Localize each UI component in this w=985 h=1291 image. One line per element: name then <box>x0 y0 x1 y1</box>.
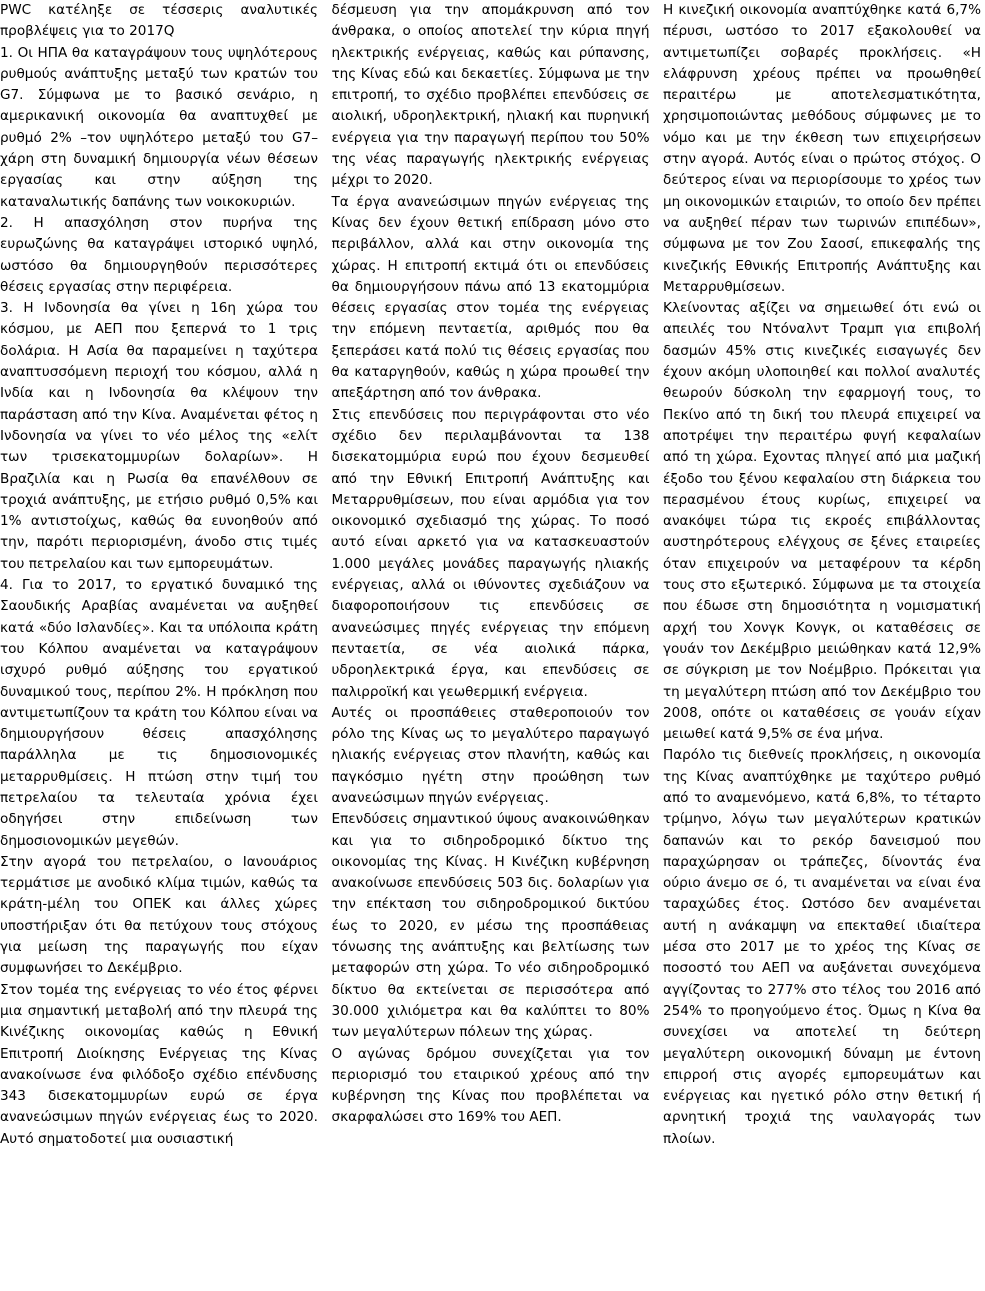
paragraph: 2. Η απασχόληση στον πυρήνα της ευρωζώνης θα καταγράψει ιστορικό υψηλό, ωστόσο θα δημιουργηθούν περισσότερες θέσεις εργασίας στην περιφέρεια. <box>0 214 318 295</box>
paragraph: 4. Για το 2017, το εργατικό δυναμικό της Σαουδικής Αραβίας αναμένεται να αυξηθεί κατά «δύο Ισλανδίες». Και τα υπόλοιπα κράτη του Κόλπου αναμένεται να καταγράψουν ισχυρό ρυθμό αύξησης του εργατικού δυναμικού τους, περίπου 2%. Η πρόκληση που αντιμετωπίζουν τα κράτη του Κόλπου είναι να δημιουργήσουν θέσεις απασχόλησης παράλληλα με τις δημοσιονομικές μεταρρυθμίσεις. Η πτώση στην τιμή του πετρελαίου τα τελευταία χρόνια έχει οδηγήσει στην επιδείνωση των δημοσιονομικών μεγεθών. <box>0 577 318 849</box>
paragraph: Κλείνοντας αξίζει να σημειωθεί ότι ενώ οι απειλές του Ντόναλντ Τραμπ για επιβολή δασμών 45% στις κινεζικές εισαγωγές δεν έχουν ακόμη υλοποιηθεί και πολλοί αναλυτές θεωρούν δύσκολη την εφαρμογή τους, το Πεκίνο από τη δική του πλευρά επιχειρεί να αποτρέψει την περαιτέρω φυγή κεφαλαίων από τη χώρα. Εχοντας πληγεί από μια μαζική έξοδο του ξένου κεφαλαίου στη διάρκεια του περασμένου έτους κυρίως, επιχειρεί να ανακόψει τώρα τις εκροές επιβάλλοντας αυστηρότερους ελέγχους σε ξένες εταιρείες όταν επιχειρούν να μεταφέρουν τα κέρδη τους στο εξωτερικό. Σύμφωνα με τα στοιχεία που έδωσε στη δημοσιότητα η νομισματική αρχή του Χονγκ Κονγκ, οι καταθέσεις σε γουάν τον Δεκέμβριο μειώθηκαν κατά 12,9% σε σύγκριση με τον Νοέμβριο. Πρόκειται για τη μεγαλύτερη πτώση από τον Δεκέμβριο του 2008, οπότε οι καταθέσεις σε γουάν είχαν μειωθεί κατά 9,5% σε ένα μήνα. <box>663 300 981 743</box>
paragraph: Επενδύσεις σημαντικού ύψους ανακοινώθηκαν και για το σιδηροδρομικό δίκτυο της οικονομίας της Κίνας. Η Κινέζικη κυβέρνηση ανακοίνωσε επενδύσεις 503 δις. δολαρίων για την επέκταση του σιδηροδρομικού δικτύου έως το 2020, εν μέσω της προσπάθειας τόνωσης της ανάπτυξης και βελτίωσης των μεταφορών στη χώρα. Το νέο σιδηροδρομικό δίκτυο θα εκτείνεται σε περισσότερα από 30.000 χιλιόμετρα και θα καλύπτει το 80% των μεγαλύτερων πόλεων της χώρας. <box>331 811 650 1041</box>
paragraph: Παρόλο τις διεθνείς προκλήσεις, η οικονομία της Κίνας αναπτύχθηκε με ταχύτερο ρυθμό από το αναμενόμενο, κατά 6,8%, το τέταρτο τρίμηνο, λόγω των μεγαλύτερων κρατικών δαπανών και το ρεκόρ δανεισμού που παραχώρησαν οι τράπεζες, δίνοντάς ένα ούριο άνεμο σε ό, τι αναμένεται να είναι ένα ταραχώδες έτος. Ωστόσο δεν αναμένεται αυτή η ανάκαμψη να επεκταθεί ιδιαίτερα μέσα στο 2017 με το χρέος της Κίνας σε ποσοστό του ΑΕΠ να αυξάνεται συνεχόμενα αγγίζοντας το 277% στο τέλος του 2016 από 254% το προηγούμενο έτος. Όμως η Κίνα θα συνεχίσει να αποτελεί τη δεύτερη μεγαλύτερη οικονομική δύναμη με έντονη επιρροή στις αγορές εμπορευμάτων και ενέργειας και ηγετικό ρόλο στην θετική ή αρνητική τροχιά της ναυλαγοράς των πλοίων. <box>663 747 981 1147</box>
paragraph: Αυτές οι προσπάθειες σταθεροποιούν τον ρόλο της Κίνας ως το μεγαλύτερο παραγωγό ηλιακής ενέργειας στον πλανήτη, καθώς και παγκόσμιο ηγέτη στην προώθηση των ανανεώσιμων πηγών ενέργειας. <box>331 704 650 806</box>
text-column-1 <box>0 0 318 1291</box>
paragraph: Η κινεζική οικονομία αναπτύχθηκε κατά 6,7% πέρυσι, ωστόσο το 2017 εξακολουθεί να αντιμετωπίζει σοβαρές προκλήσεις. «Η ελάφρυνση χρέους πρέπει να προωθηθεί περαιτέρω με αποτελεσματικότητα, χρησιμοποιώντας μεθόδους σύμφωνες με το νόμο και με την έκθεση των επιχειρήσεων στην αγορά. Αυτός είναι ο πρώτος στόχος. Ο δεύτερος είναι να περιορίσουμε το χρέος των μη οικονομικών εταιριών, το οποίο δεν πρέπει να αυξηθεί πέραν των τωρινών επιπέδων», σύμφωνα με τον Ζου Σαοσί, επικεφαλής της κινεζικής Εθνικής Επιτροπής Ανάπτυξης και Μεταρρυθμίσεων. <box>663 2 981 295</box>
paragraph: Ο αγώνας δρόμου συνεχίζεται για τον περιορισμό του εταιρικού χρέους από την κυβέρνηση της Κίνας που προβλέπεται να σκαρφαλώσει στο 169% του ΑΕΠ. <box>331 1045 650 1126</box>
paragraph: Στον τομέα της ενέργειας το νέο έτος φέρνει μια σημαντική μεταβολή από την πλευρά της Κινέζικης οικονομίας καθώς η Εθνική Επιτροπή Διοίκησης Ενέργειας της Κίνας ανακοίνωσε ένα φιλόδοξο σχέδιο επένδυσης 343 δισεκατομμυρίων ευρώ σε έργα ανανεώσιμων πηγών ενέργειας έως το 2020. Αυτό σηματοδοτεί μια ουσιαστική <box>0 981 318 1147</box>
paragraph: PWC κατέληξε σε τέσσερις αναλυτικές προβλέψεις για το 2017Q <box>0 2 318 40</box>
paragraph: 1. Οι ΗΠΑ θα καταγράψουν τους υψηλότερους ρυθμούς ανάπτυξης μεταξύ των κρατών του G7. Σύμφωνα με το βασικό σενάριο, η αμερικανική οικονομία θα αναπτυχθεί με ρυθμό 2% –τον υψηλότερο μεταξύ του G7– χάρη στη δυναμική δημιουργία νέων θέσεων εργασίας και στην αύξηση της καταναλωτικής δαπάνης των νοικοκυριών. <box>0 44 318 210</box>
paragraph: Στην αγορά του πετρελαίου, ο Ιανουάριος τερμάτισε με ανοδικό κλίμα τιμών, καθώς τα κράτη-μέλη του ΟΠΕΚ και άλλες χώρες υποστήριξαν ότι θα πετύχουν τους στόχους για μείωση της παραγωγής που είχαν συμφωνήσει το Δεκέμβριο. <box>0 853 318 977</box>
paragraph: 3. Η Ινδονησία θα γίνει η 16η χώρα του κόσμου, με ΑΕΠ που ξεπερνά το 1 τρις δολάρια. Η Ασία θα παραμείνει η ταχύτερα αναπτυσσόμενη περιοχή του κόσμου, αλλά η Ινδία και η Ινδονησία θα κλέψουν την παράσταση από την Κίνα. Αναμένεται φέτος η Ινδονησία να γίνει το νέο μέλος της «ελίτ των τρισεκατομμυρίων δολαρίων». Η Βραζιλία και η Ρωσία θα επανέλθουν σε τροχιά ανάπτυξης, με ετήσιο ρυθμό 0,5% και 1% αντιστοίχως, καθώς θα ευνοηθούν από την, παρότι περιορισμένη, άνοδο στις τιμές του πετρελαίου και των εμπορευμάτων. <box>0 300 318 572</box>
paragraph: Στις επενδύσεις που περιγράφονται στο νέο σχέδιο δεν περιλαμβάνονται τα 138 δισεκατομμύρια ευρώ που έχουν δεσμευθεί από την Εθνική Επιτροπή Ανάπτυξης και Μεταρρυθμίσεων, που είναι αρμόδια για τον οικονομικό σχεδιασμό της χώρας. Το ποσό αυτό είναι αρκετό για να κατασκευαστούν 1.000 μεγάλες μονάδες παραγωγής ηλιακής ενέργειας, αλλά οι ιθύνοντες σχεδιάζουν να διαφοροποιήσουν τις επενδύσεις σε ανανεώσιμες πηγές ενέργειας την επόμενη πενταετία, σε νέα αιολικά πάρκα, υδροηλεκτρικά έργα, και επενδύσεις σε παλιρροϊκή και γεωθερμική ενέργεια. <box>331 406 650 700</box>
paragraph: Τα έργα ανανεώσιμων πηγών ενέργειας της Κίνας δεν έχουν θετική επίδραση μόνο στο περιβάλλον, αλλά και στην οικονομία της χώρας. Η επιτροπή εκτιμά ότι οι επενδύσεις θα δημιουργήσουν πάνω από 13 εκατομμύρια θέσεις εργασίας στον τομέα της ενέργειας την επόμενη πενταετία, αριθμός που θα ξεπεράσει κατά πολύ τις θέσεις εργασίας που θα καταργηθούν, καθώς η χώρα προωθεί την απεξάρτηση από τον άνθρακα. <box>331 193 650 402</box>
text-column-2 <box>332 0 650 1291</box>
text-column-3 <box>663 0 981 1291</box>
paragraph: δέσμευση για την απομάκρυνση από τον άνθρακα, ο οποίος αποτελεί την κύρια πηγή ηλεκτρικής ενέργειας, καθώς και ρύπανσης, της Κίνας εδώ και δεκαετίες. Σύμφωνα με την επιτροπή, το σχέδιο προβλέπει επενδύσεις σε αιολική, υδροηλεκτρική, ηλιακή και πυρηνική ενέργεια για την παραγωγή περίπου του 50% της νέας παραγωγής ηλεκτρικής ενέργειας μέχρι το 2020. <box>331 2 650 189</box>
